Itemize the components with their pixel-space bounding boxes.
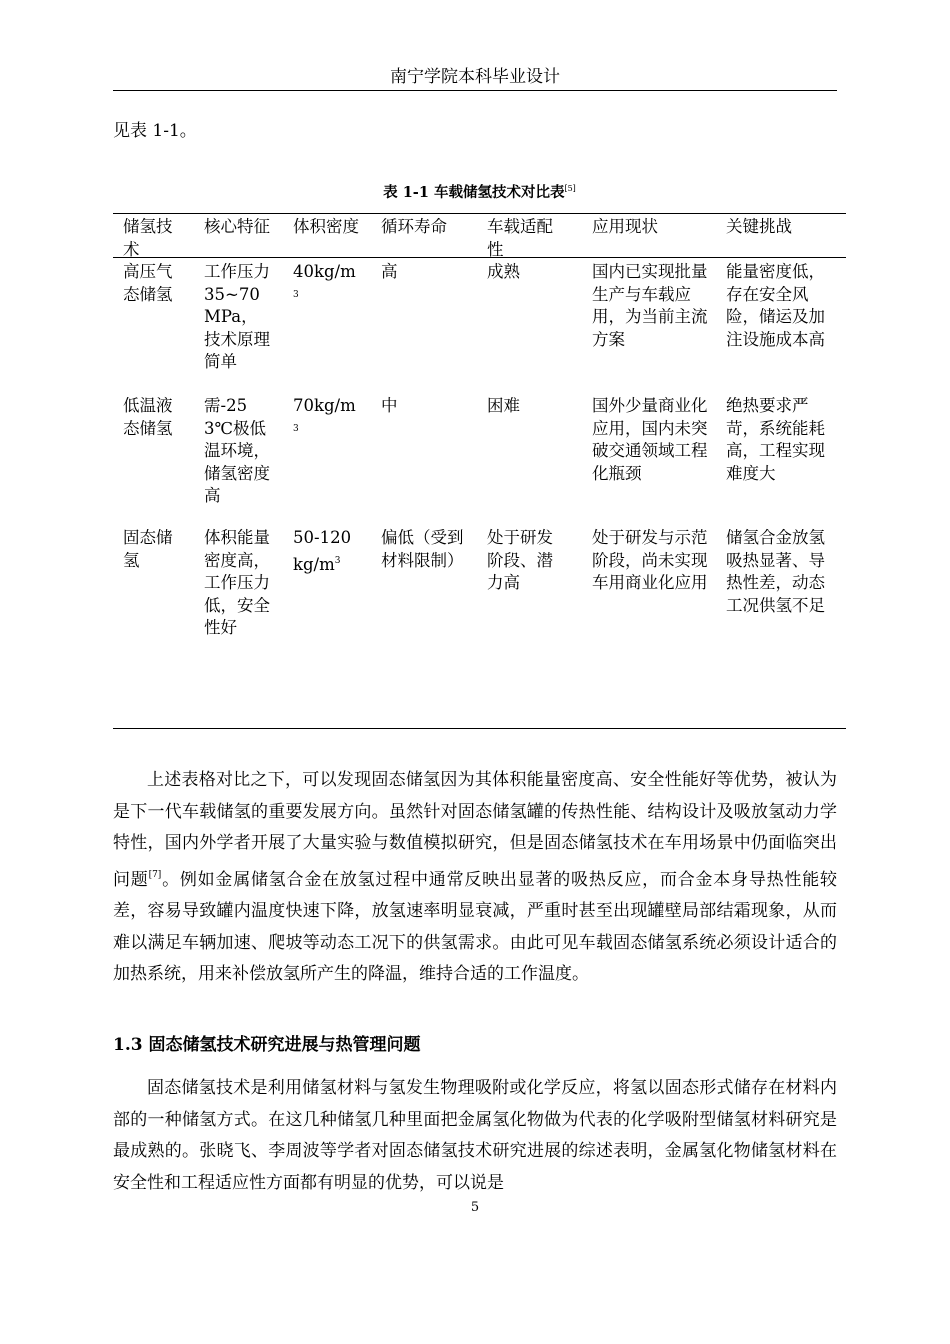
table-cell-tech: 高压气态储氢 [123, 262, 173, 304]
table-header-challenge: 关键挑战 [726, 217, 792, 236]
table-cell-cycle: 高 [381, 262, 398, 281]
table-cell-tech: 低温液态储氢 [123, 396, 173, 438]
density-exponent: 3 [293, 423, 299, 434]
table-bottom-rule [113, 728, 846, 729]
table-caption [113, 178, 846, 204]
table-cell-status: 国内已实现批量生产与车载应用，为当前主流方案 [592, 262, 708, 349]
table-caption-text: 表 1-1 车载储氢技术对比表 [383, 184, 565, 201]
table-cell-status: 处于研发与示范阶段，尚未实现车用商业化应用 [592, 528, 708, 592]
body-paragraph-2: 固态储氢技术是利用储氢材料与氢发生物理吸附或化学反应，将氢以固态形式储存在材料内部的一种储氢方式。在这几种储氢几种里面把金属氢化物做为代表的化学吸附型储氢材料研究是最成熟的。张晓飞、李周波等学者对固态储氢技术研究进展的综述表明，金属氢化物储氢材料在安全性和工程适应性方面都有明显的优势，可以说是 [113, 1078, 837, 1193]
table-header-status: 应用现状 [592, 217, 658, 236]
table-header-feature: 核心特征 [204, 217, 270, 236]
density-exponent: 3 [293, 289, 299, 300]
table-caption-ref: [5] [564, 184, 576, 193]
page-number: 5 [470, 1200, 480, 1215]
density-value: 70kg/m [293, 396, 356, 415]
page-header: 南宁学院本科毕业设计 [113, 66, 837, 91]
table-header-fit: 车载适配性 [487, 217, 553, 259]
paragraph-text: 上述表格对比之下，可以发现固态储氢因为其体积能量密度高、安全性能好等优势，被认为是下一代车载储氢的重要发展方向。虽然针对固态储氢罐的传热性能、结构设计及吸放氢动力学特性，国内外学者开展了大量实验与数值模拟研究，但是固态储氢技术在车用场景中仍面临突出问题 [113, 770, 837, 890]
table-cell-feature: 体积能量密度高，工作压力低，安全性好 [204, 528, 270, 637]
density-value: 50-120kg/m [293, 528, 352, 574]
table-cell-fit: 成熟 [487, 262, 520, 281]
density-exponent: 3 [334, 555, 341, 566]
table-cell-density [293, 527, 361, 576]
table-cell-feature: 工作压力35~70MPa，技术原理简单 [204, 262, 270, 371]
table-cell-cycle: 中 [381, 396, 398, 415]
table-cell-challenge: 储氢合金放氢吸热显著、导热性差，动态工况供氢不足 [726, 528, 825, 615]
table-header-density: 体积密度 [293, 217, 359, 236]
table-cell-fit: 处于研发阶段、潜力高 [487, 528, 553, 592]
paragraph-text-cont: 。例如金属储氢合金在放氢过程中通常反映出显著的吸热反应，而合金本身导热性能较差，容易导致罐内温度快速下降，放氢速率明显衰减，严重时甚至出现罐壁局部结霜现象，从而难以满足车辆加速、爬坡等动态工况下的供氢需求。由此可见车载固态储氢系统必须设计适合的加热系统，用来补偿放氢所产生的降温，维持合适的工作温度。 [113, 869, 837, 984]
table-cell-challenge: 绝热要求严苛，系统能耗高，工程实现难度大 [726, 396, 825, 483]
table-cell-status: 国外少量商业化应用，国内未突破交通领域工程化瓶颈 [592, 396, 708, 483]
table-cell-density [293, 395, 361, 444]
comparison-table [113, 213, 846, 214]
table-cell-tech: 固态储氢 [123, 528, 173, 570]
section-heading: 1.3 固态储氢技术研究进展与热管理问题 [113, 1035, 421, 1055]
table-cell-density [293, 261, 361, 310]
table-cell-feature: 需-253℃极低温环境，储氢密度高 [204, 396, 270, 505]
table-header-tech: 储氢技术 [123, 217, 173, 259]
table-cell-challenge: 能量密度低，存在安全风险，储运及加注设施成本高 [726, 262, 825, 349]
table-header-cycle: 循环寿命 [381, 217, 447, 236]
citation-ref: [7] [148, 869, 162, 880]
intro-text: 见表 1-1。 [113, 121, 197, 141]
table-cell-fit: 困难 [487, 396, 520, 415]
table-header-rule [113, 257, 846, 258]
table-cell-cycle: 偏低（受到材料限制） [381, 528, 464, 570]
body-paragraph-1 [113, 765, 837, 991]
density-value: 40kg/m [293, 262, 356, 281]
